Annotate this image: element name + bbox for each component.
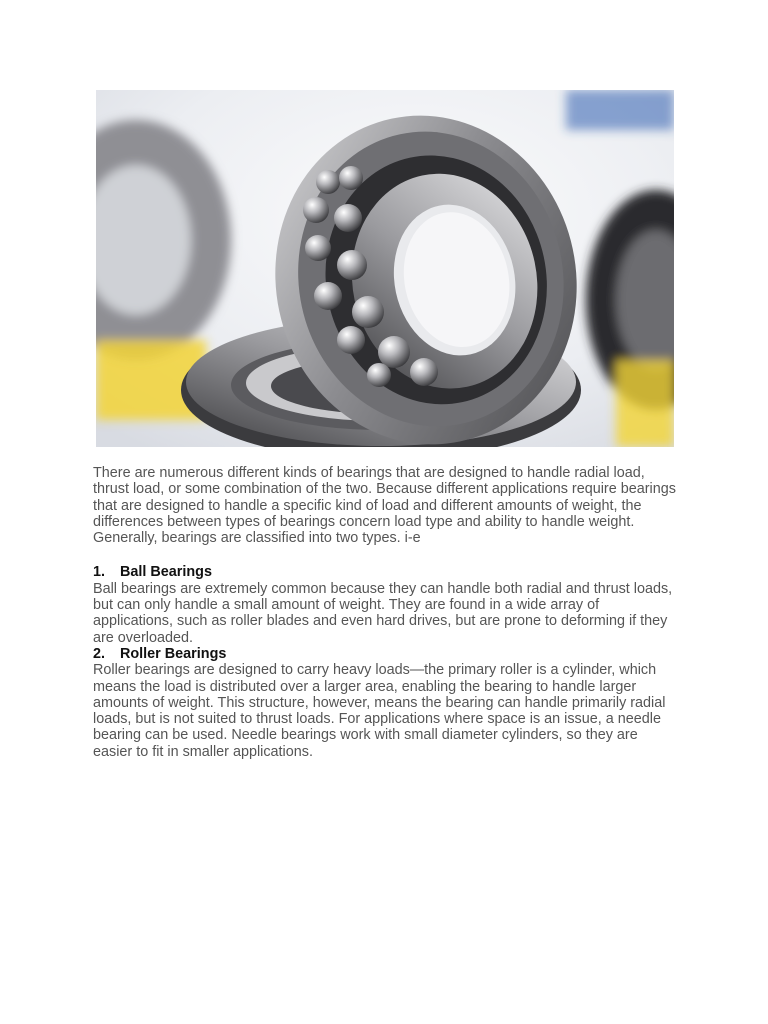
section-title: Roller Bearings [120,645,227,662]
roller-bearings-paragraph: Roller bearings are designed to carry heavy loads—the primary roller is a cylinder, which means the load is distributed over a larger area, enabling the bearing to handle larger amounts of weight. This structure, however, means the bearing can handle primarily radial loads, but is not suited to thrust loads. For applications where space is an issue, a needle bearing can be used. Needle bearings work with small diameter cylinders, so they are easier to fit in smaller applications. [93,662,666,760]
section-number: 1. [93,564,106,581]
ball-bearings-paragraph: Ball bearings are extremely common because they can handle both radial and thrust loads, but can only handle a small amount of weight. They are found in a wide array of applications, such as roller blades and even hard drives, but are prone to deforming if they are overloaded. [93,580,673,646]
article-body [93,465,678,760]
intro-paragraph: There are numerous different kinds of bearings that are designed to handle radial load, thrust load, or some combination of the two. Because different applications require bearings that are designed to handle a specific kind of load and different amounts of weight, the differences between types of bearings concern load type and ability to handle weight. Generally, bearings are classified into two types. i-e [93,465,676,547]
bearing-photo [96,90,674,447]
section-number: 2. [93,645,106,662]
section-heading-ball-bearings [93,564,678,580]
section-heading-roller-bearings [93,646,678,662]
section-title: Ball Bearings [120,564,212,581]
